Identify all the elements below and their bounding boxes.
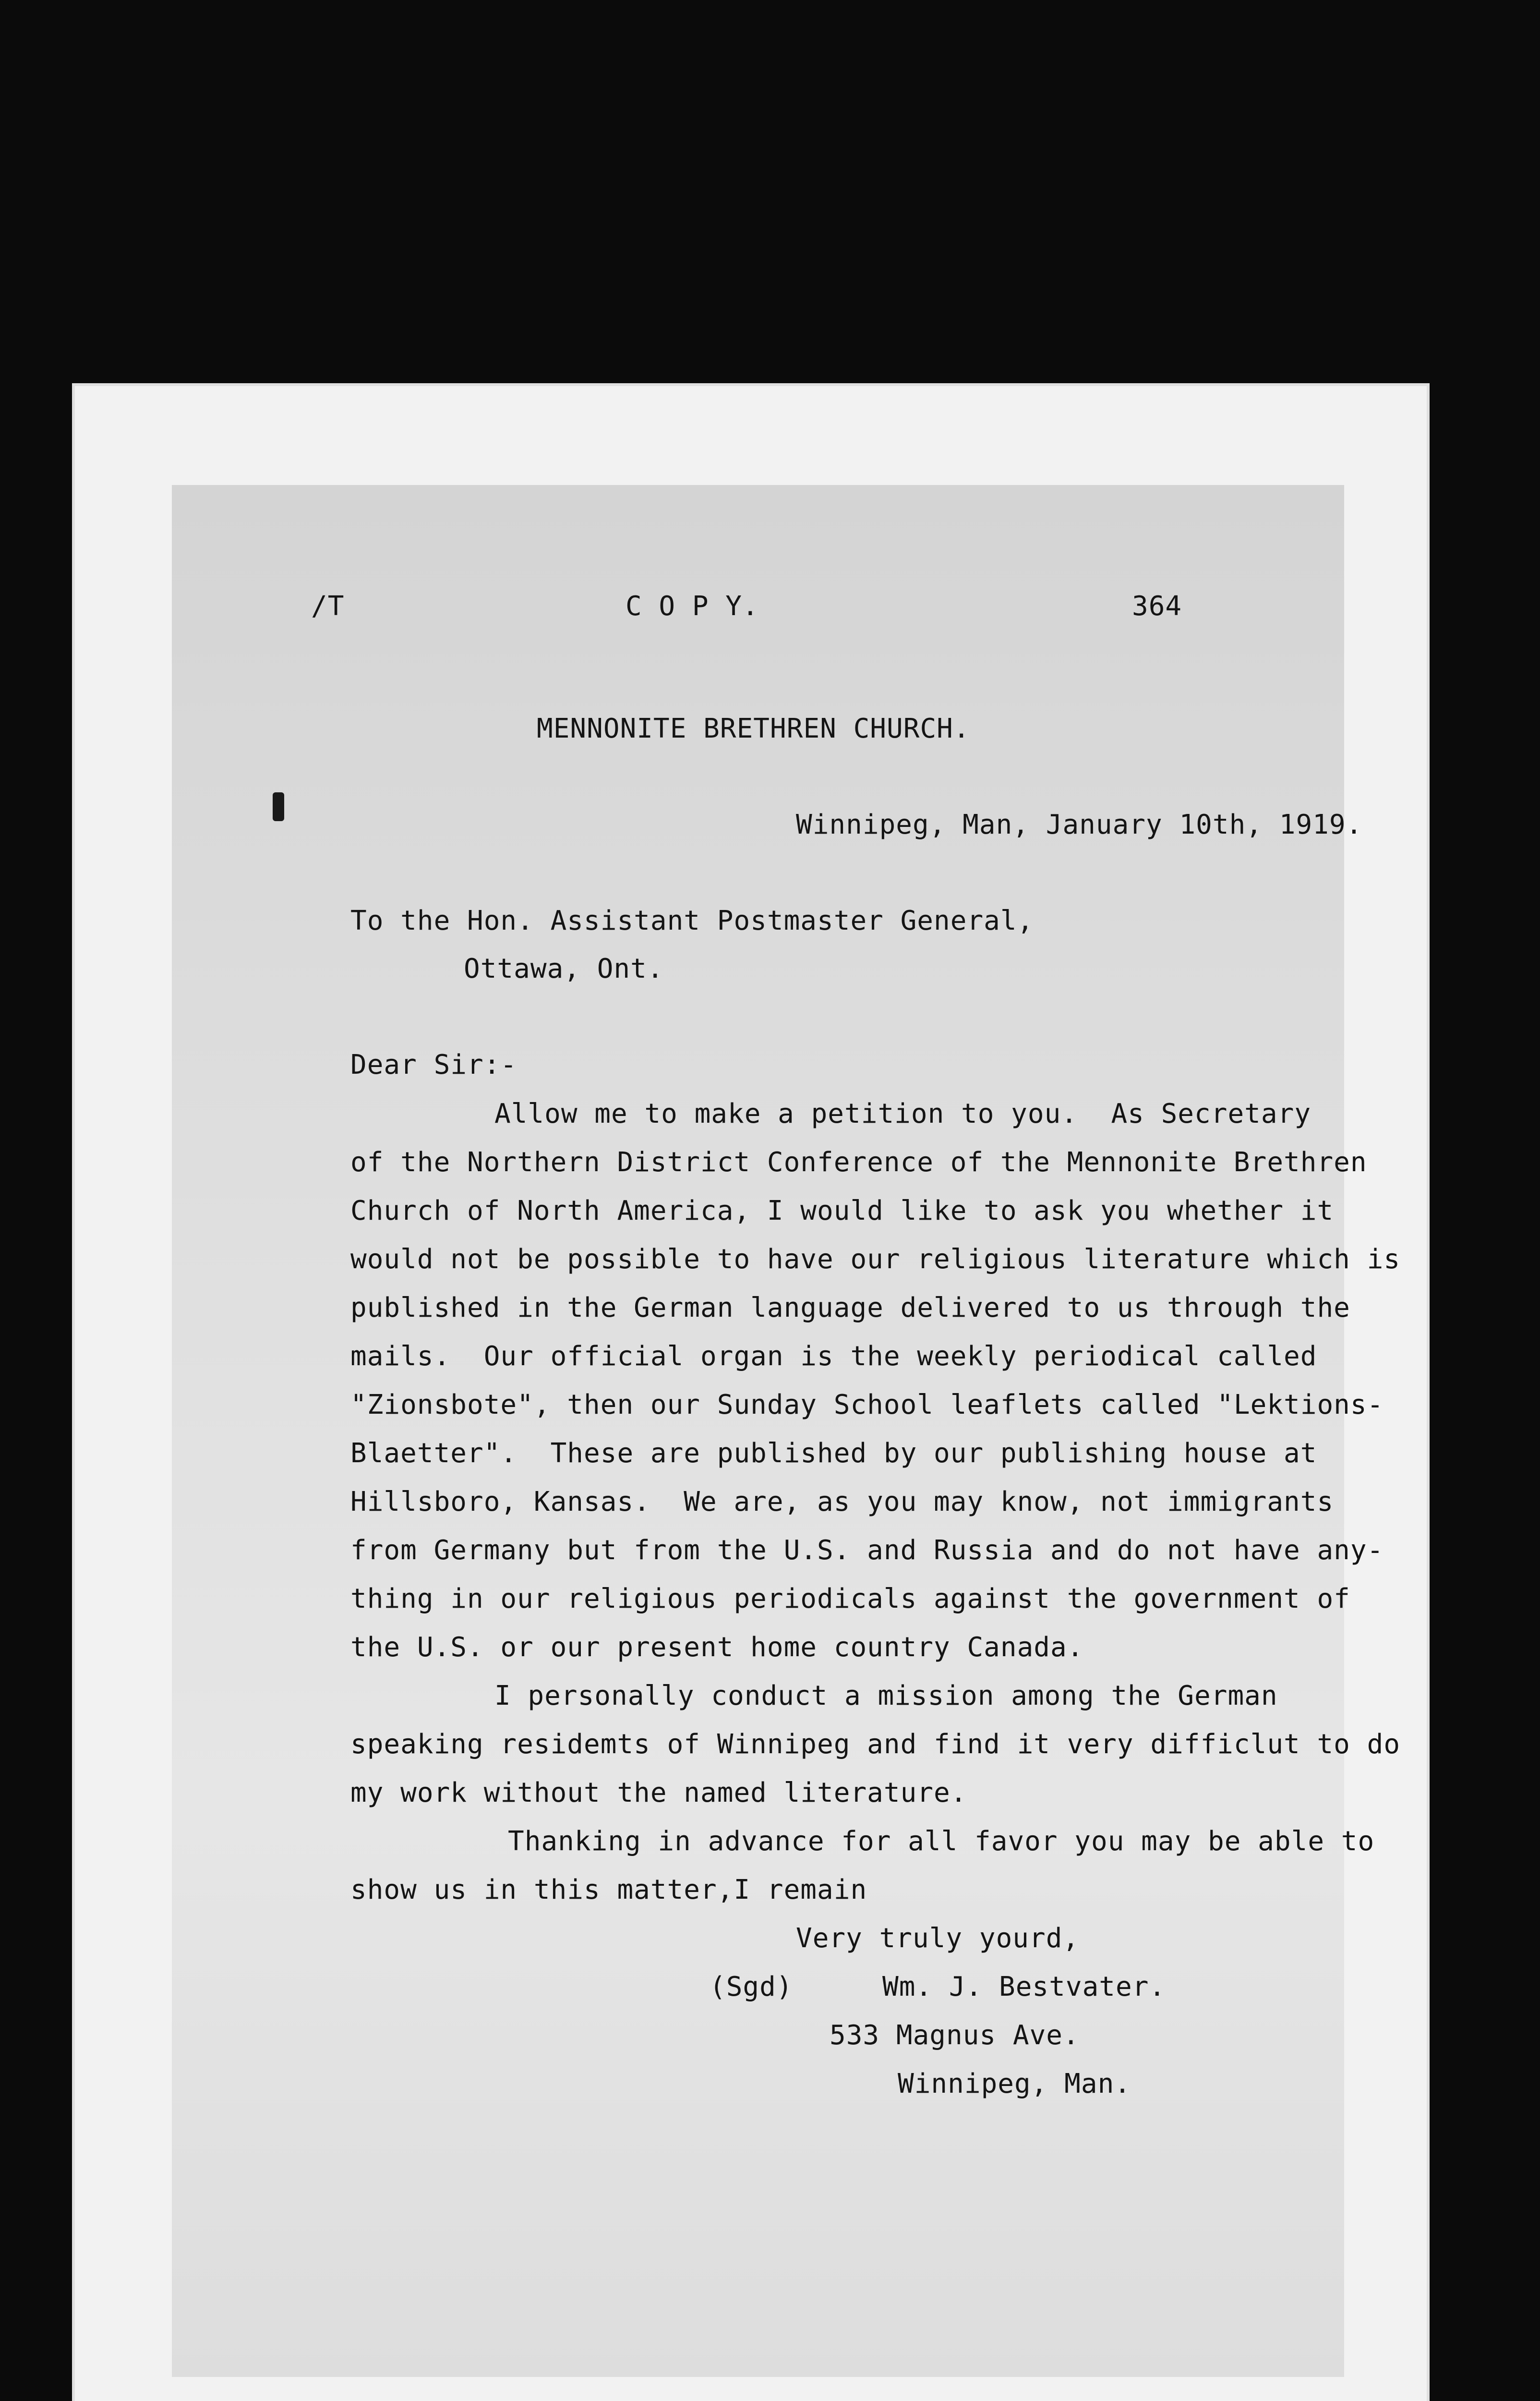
body-line: Thanking in advance for all favor you may be able to	[508, 1826, 1375, 1857]
punch-mark	[273, 792, 284, 821]
body-line: show us in this matter,I remain	[350, 1874, 867, 1905]
addressee-line: To the Hon. Assistant Postmaster General,	[350, 905, 1034, 936]
body-line: from Germany but from the U.S. and Russia and do not have any-	[350, 1535, 1384, 1566]
body-line: Blaetter". These are published by our publishing house at	[350, 1438, 1317, 1469]
signer-name: Wm. J. Bestvater.	[882, 1971, 1166, 2002]
body-line: I personally conduct a mission among the German	[494, 1680, 1278, 1711]
body-line: Hillsboro, Kansas. We are, as you may know, not immigrants	[350, 1486, 1334, 1517]
page-number: 364	[1132, 591, 1182, 622]
body-line: would not be possible to have our religious literature which is	[350, 1244, 1401, 1275]
letter-page	[172, 485, 1401, 2377]
body-line: "Zionsbote", then our Sunday School leaflets called "Lektions-	[350, 1389, 1384, 1420]
place-date: Winnipeg, Man, January 10th, 1919.	[796, 809, 1363, 840]
signer-city: Winnipeg, Man.	[898, 2068, 1131, 2099]
signed-mark: (Sgd)	[710, 1971, 793, 2002]
body-line: Church of North America, I would like to ask you whether it	[350, 1195, 1334, 1226]
copy-label: C O P Y.	[626, 591, 759, 622]
body-line: mails. Our official organ is the weekly periodical called	[350, 1341, 1317, 1372]
letterhead: MENNONITE BRETHREN CHURCH.	[537, 713, 970, 744]
body-line: speaking residemts of Winnipeg and find it very difficlut to do	[350, 1729, 1401, 1760]
body-line: the U.S. or our present home country Canada.	[350, 1632, 1084, 1663]
body-line: published in the German language delivered to us through the	[350, 1292, 1350, 1323]
closing: Very truly yourd,	[796, 1923, 1080, 1954]
salutation: Dear Sir:-	[350, 1049, 517, 1080]
body-line: of the Northern District Conference of the Mennonite Brethren	[350, 1147, 1367, 1178]
body-line: thing in our religious periodicals against the government of	[350, 1583, 1350, 1614]
addressee-city: Ottawa, Ont.	[464, 953, 664, 984]
file-mark: /T	[311, 591, 345, 622]
body-line: my work without the named literature.	[350, 1777, 967, 1808]
signer-address: 533 Magnus Ave.	[830, 2020, 1080, 2051]
body-line: Allow me to make a petition to you. As Secretary	[494, 1098, 1311, 1129]
